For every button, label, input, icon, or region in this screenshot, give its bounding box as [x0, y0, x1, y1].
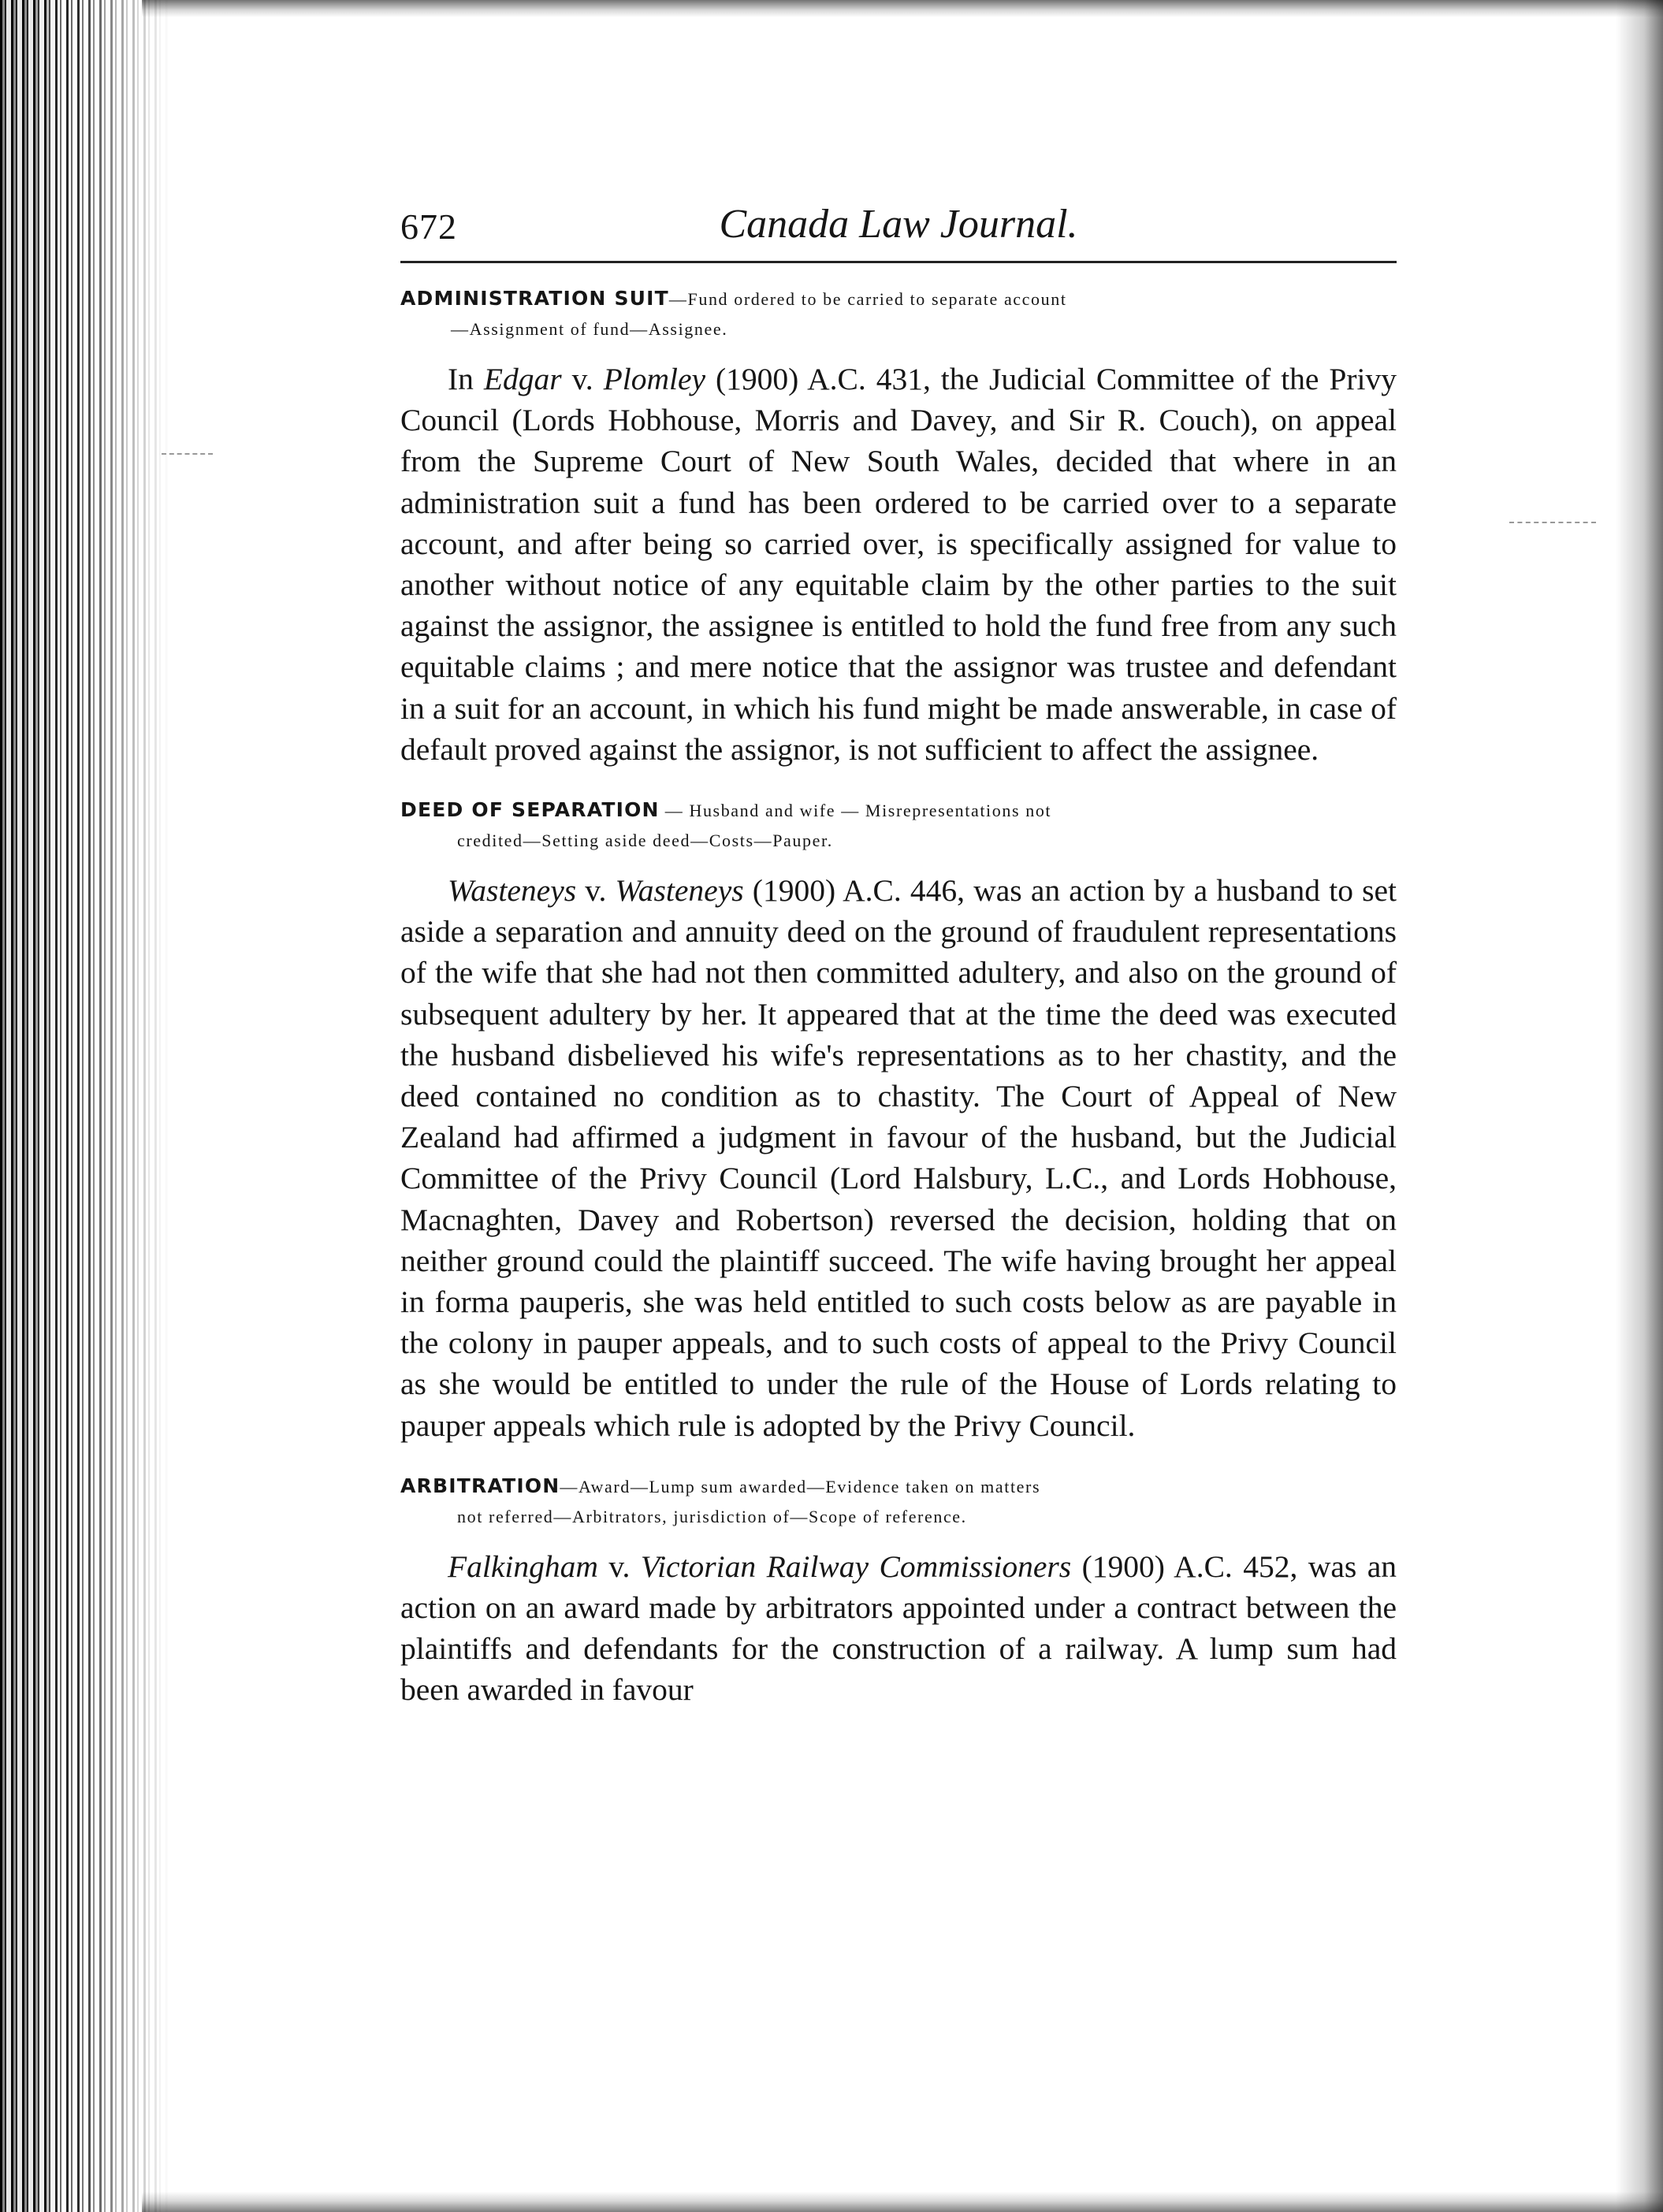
heading-lead: ADMINISTRATION SUIT [400, 287, 669, 310]
section-paragraph [400, 1546, 1397, 1711]
margin-pencil-mark [162, 453, 213, 455]
scan-top-edge [142, 0, 1663, 17]
case-name: Falkingham [448, 1548, 598, 1584]
para-text: v. [561, 362, 604, 396]
running-head [400, 201, 1397, 256]
margin-pencil-mark [1509, 522, 1596, 523]
section-heading [400, 284, 1397, 344]
heading-rest: —Fund ordered to be carried to separate account [668, 289, 1067, 309]
section-deed-of-separation [400, 795, 1397, 1446]
section-heading [400, 795, 1397, 856]
heading-lead: ARBITRATION [400, 1474, 560, 1497]
document-page [400, 201, 1397, 1736]
scan-gutter-pages [0, 0, 169, 2212]
section-paragraph [400, 870, 1397, 1446]
para-text: In [448, 362, 484, 396]
para-text: (1900) A.C. 452, was an action on an award made by arbitrators appointed under a contract between the plaintiffs and defendants for the construction of a railway. A lump sum had been awarded in favour [400, 1548, 1397, 1708]
heading-lead: DEED OF SEPARATION [400, 798, 660, 822]
scan-right-edge [1616, 0, 1663, 2212]
case-name: Wasteneys [448, 873, 577, 909]
section-paragraph [400, 359, 1397, 770]
case-name: Wasteneys [615, 873, 744, 909]
para-text: (1900) A.C. 446, was an action by a husband to set aside a separation and annuity deed on the ground of fraudulent representations of the wife that she had not then committed adultery, and also on the ground of subsequent adultery by her. It appeared that at the time the deed was executed the husband disbelieved his wife's representations as to her chastity, and the deed contained no condition as to chastity. The Court of Appeal of New Zealand had affirmed a judgment in favour of the husband, but the Judicial Committee of the Privy Council (Lord Halsbury, L.C., and Lords Hobhouse, Macnaghten, Davey and Robertson) reversed the decision, holding that on neither ground could the plaintiff succeed. The wife having brought her appeal in forma pauperis, she was held entitled to such costs below as are payable in the colony in pauper appeals, and to such costs of appeal to the Privy Council as she would be entitled to under the rule of the House of Lords relating to pauper appeals which rule is adopted by the Privy Council. [400, 873, 1397, 1443]
heading-continuation: not referred—Arbitrators, jurisdiction of—Scope of reference. [457, 1506, 967, 1526]
para-text: v. [597, 1548, 641, 1584]
para-text: v. [576, 873, 616, 909]
case-name: Edgar [483, 362, 562, 396]
header-rule [400, 261, 1397, 263]
para-text: (1900) A.C. 431, the Judicial Committee of the Privy Council (Lords Hobhouse, Morris and Davey, and Sir R. Couch), on appeal from the Supreme Court of New South Wales, decided that where in an administration suit a fund has been ordered to be carried over to a separate account, and after being so carried over, is specifically assigned for value to another without notice of any equitable claim by the other parties to the suit against the assignor, the assignee is entitled to hold the fund free from any such equitable claims ; and mere notice that the assignor was trustee and defendant in a suit for an account, in which his fund might be made answerable, in case of default proved against the assignor, is not sufficient to affect the assignee. [400, 362, 1397, 767]
heading-rest: —Award—Lump sum awarded—Evidence taken on matters [560, 1476, 1041, 1496]
case-name: Victorian Railway Commissioners [640, 1548, 1072, 1584]
case-name: Plomley [603, 362, 706, 396]
heading-continuation: credited—Setting aside deed—Costs—Pauper. [457, 831, 833, 851]
section-arbitration [400, 1471, 1397, 1711]
heading-rest: — Husband and wife — Misrepresentations not [659, 801, 1052, 821]
page-number: 672 [400, 206, 457, 247]
journal-title: Canada Law Journal. [719, 202, 1078, 247]
scan-bottom-edge [142, 2192, 1663, 2212]
section-heading [400, 1471, 1397, 1532]
section-administration-suit [400, 284, 1397, 770]
heading-continuation: —Assignment of fund—Assignee. [451, 319, 728, 339]
